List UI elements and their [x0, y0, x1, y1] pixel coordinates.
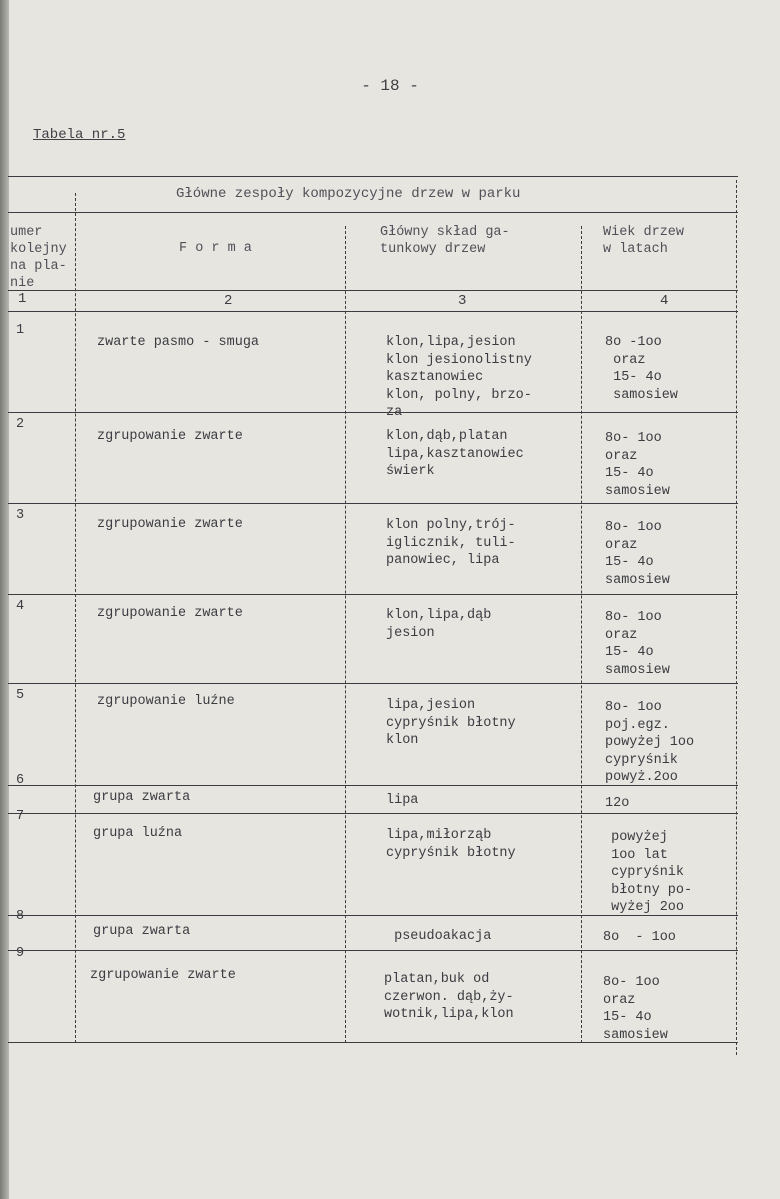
header-species: Główny skład ga- tunkowy drzew	[380, 225, 510, 257]
row-number: 4	[16, 599, 25, 614]
header-number: umer kolejny na pla- nie	[10, 225, 67, 291]
row-form: zgrupowanie zwarte	[90, 968, 236, 983]
row-age: 8o- 1oo oraz 15- 4o samosiew	[605, 431, 670, 499]
table-rule	[8, 311, 738, 312]
row-form: zgrupowanie zwarte	[97, 606, 243, 621]
row-species: lipa,jesion cypryśnik błotny klon	[386, 698, 516, 748]
column-number: 2	[224, 293, 233, 309]
row-age: 8o- 1oo poj.egz. powyżej 1oo cypryśnik powyż.2oo	[605, 700, 695, 785]
table-rule	[581, 226, 582, 1043]
row-age: 8o- 1oo oraz 15- 4o samosiew	[605, 610, 670, 678]
row-form: zgrupowanie zwarte	[97, 517, 243, 532]
column-number: 3	[458, 293, 467, 309]
row-form: grupa luźna	[93, 826, 183, 841]
column-number: 1	[18, 291, 27, 307]
row-species: klon,lipa,jesion klon jesionolistny kasztanowiec klon, polny, brzo- za	[386, 335, 532, 420]
row-age: 12o	[605, 796, 630, 811]
row-number: 8	[16, 909, 25, 924]
row-age: powyżej 1oo lat cypryśnik błotny po- wyżej 2oo	[611, 830, 693, 915]
table-rule	[8, 813, 738, 814]
table-rule	[8, 950, 738, 951]
row-species: klon polny,trój- igliсznik, tuli- panowiec, lipa	[386, 518, 516, 568]
row-number: 7	[16, 809, 25, 824]
table-rule	[8, 212, 738, 213]
row-species: lipa,miłorząb cypryśnik błotny	[386, 828, 516, 861]
table-title: Główne zespoły kompozycyjne drzew w parku	[176, 186, 521, 202]
table-caption: Tabela nr.5	[33, 127, 126, 143]
row-species: klon,lipa,dąb jesion	[386, 608, 492, 641]
table-rule	[8, 290, 738, 291]
row-species: klon,dąb,platan lipa,kasztanowiec świerk	[386, 429, 524, 479]
row-age: 8o -1oo oraz 15- 4o samosiew	[605, 335, 678, 403]
row-form: grupa zwarta	[93, 924, 191, 939]
table-rule	[8, 412, 738, 413]
table-rule	[345, 226, 346, 1043]
row-number: 6	[16, 773, 25, 788]
row-form: zwarte pasmo - smuga	[97, 335, 260, 350]
table-rule	[8, 683, 738, 684]
table-rule	[8, 176, 738, 177]
row-age: 8o - 1oo	[603, 930, 676, 945]
row-number: 5	[16, 688, 25, 703]
table-rule	[736, 180, 737, 1055]
row-form: zgrupowanie zwarte	[97, 429, 243, 444]
table-rule	[8, 594, 738, 595]
row-number: 3	[16, 508, 25, 523]
row-number: 9	[16, 946, 25, 961]
row-number: 1	[16, 323, 25, 338]
row-number: 2	[16, 417, 25, 432]
column-number: 4	[660, 293, 669, 309]
row-species: pseudoakacja	[386, 929, 492, 944]
row-species: platan,buk od czerwon. dąb,ży- wotnik,lipa,klon	[384, 972, 514, 1022]
table-rule	[75, 193, 76, 1043]
row-form: grupa zwarta	[93, 790, 191, 805]
row-species: lipa	[386, 793, 419, 808]
row-form: zgrupowanie luźne	[97, 694, 235, 709]
row-age: 8o- 1oo oraz 15- 4o samosiew	[605, 520, 670, 588]
row-age: 8o- 1oo oraz 15- 4o samosiew	[603, 975, 668, 1043]
header-form: F o r m a	[179, 241, 252, 256]
table-rule	[8, 503, 738, 504]
header-age: Wiek drzew w latach	[603, 225, 685, 257]
page-number: - 18 -	[361, 77, 419, 95]
